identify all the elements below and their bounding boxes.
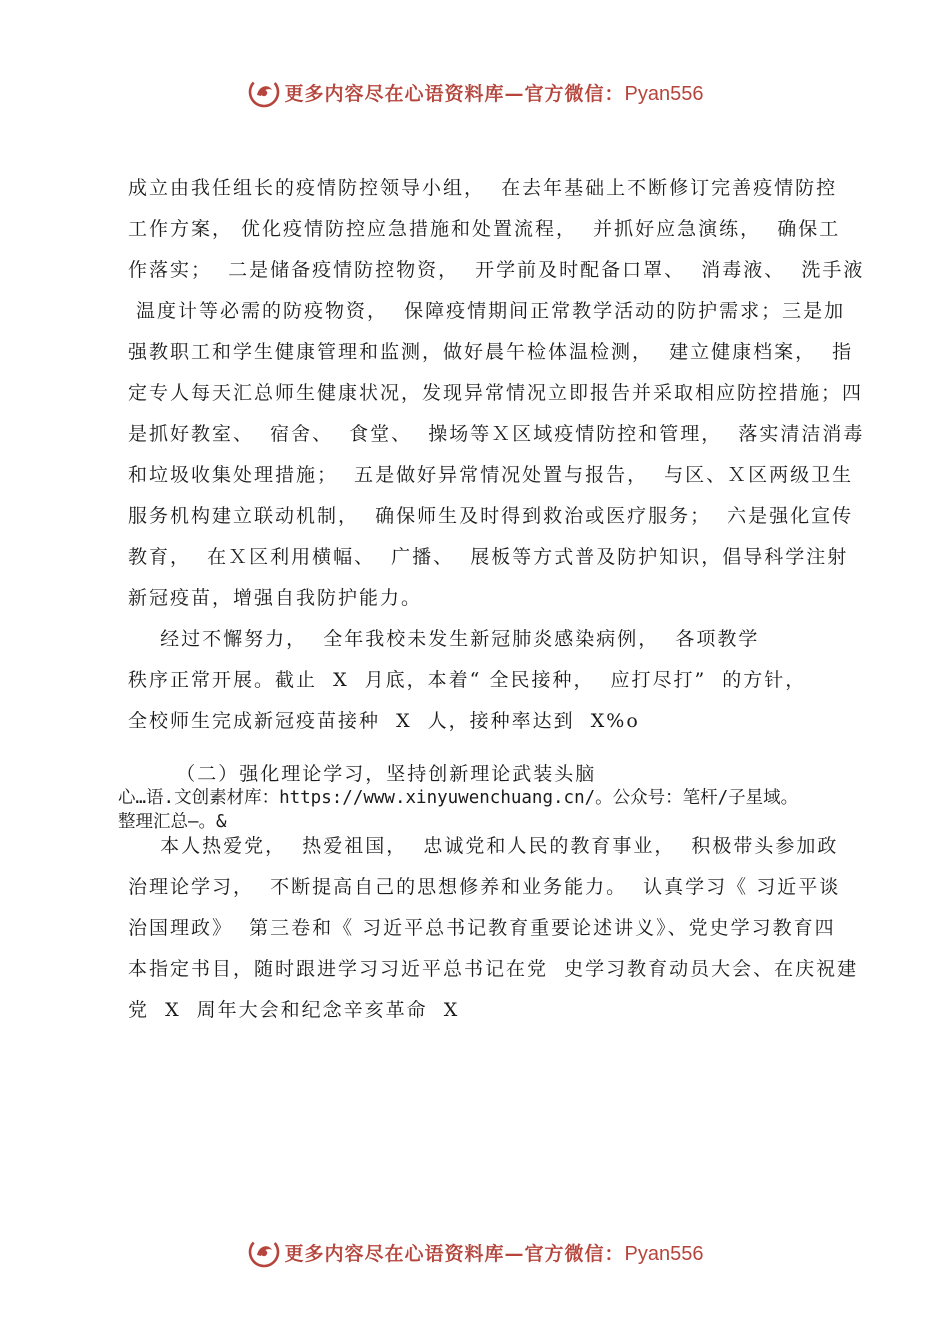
- body-text-line: 温度计等必需的防疫物资， 保障疫情期间正常教学活动的防护需求；三是加: [128, 300, 846, 322]
- body-text-line: 服务机构建立联动机制， 确保师生及时得到救治或医疗服务； 六是强化宣传: [128, 505, 854, 527]
- body-text-line: 全校师生完成新冠疫苗接种 X 人，接种率达到 X%o: [128, 710, 640, 732]
- body-text-line: 作落实； 二是储备疫情防控物资， 开学前及时配备口罩、 消毒液、 洗手液: [128, 259, 865, 281]
- body-text-line: 新冠疫苗，增强自我防护能力。: [128, 587, 423, 609]
- header-watermark-banner: [0, 70, 950, 114]
- footer-watermark-text: 更多内容尽在心语资料库—官方微信：Pyan556: [284, 1242, 704, 1265]
- body-text-line: 教育， 在Ｘ区利用横幅、 广播、 展板等方式普及防护知识，倡导科学注射: [128, 546, 849, 568]
- brand-logo-icon: [247, 1235, 281, 1269]
- brand-logo-icon: [247, 75, 281, 109]
- body-text-line: 本人热爱党， 热爱祖国， 忠诚党和人民的教育事业， 积极带头参加政: [128, 835, 839, 857]
- body-text-line: 治理论学习， 不断提高自己的思想修养和业务能力。 认真学习《 习近平谈: [128, 876, 841, 898]
- body-text-line: 本指定书目，随时跟进学习习近平总书记在党 史学习教育动员大会、在庆祝建: [128, 958, 859, 980]
- body-text-line: 治国理政》 第三卷和《 习近平总书记教育重要论述讲义》、党史学习教育四: [128, 917, 836, 939]
- body-text-line: 工作方案， 优化疫情防控应急措施和处置流程， 并抓好应急演练， 确保工: [128, 218, 841, 240]
- body-text-line: 秩序正常开展。截止 X 月底，本着“ 全民接种， 应打尽打” 的方针，: [128, 669, 807, 691]
- body-text-line: （二）强化理论学习，坚持创新理论武装头脑: [128, 763, 597, 785]
- body-text-line: 是抓好教室、 宿舍、 食堂、 操场等Ｘ区域疫情防控和管理， 落实清洁消毒: [128, 423, 865, 445]
- header-watermark-text: 更多内容尽在心语资料库—官方微信：Pyan556: [284, 82, 704, 105]
- body-text-line: 强教职工和学生健康管理和监测，做好晨午检体温检测， 建立健康档案， 指: [128, 341, 854, 363]
- body-text-line: 经过不懈努力， 全年我校未发生新冠肺炎感染病例， 各项教学: [128, 628, 760, 650]
- body-text-line: 成立由我任组长的疫情防控领导小组， 在去年基础上不断修订完善疫情防控: [128, 177, 838, 199]
- body-text-line: 定专人每天汇总师生健康状况，发现异常情况立即报告并采取相应防控措施；四: [128, 382, 864, 404]
- watermark-line: 整理汇总—。&: [118, 812, 227, 832]
- watermark-line: 心…语.文创素材库：https://www.xinyuwenchuang.cn/。公众号：笔杆/子星域。: [118, 788, 799, 808]
- body-text-line: 和垃圾收集处理措施； 五是做好异常情况处置与报告， 与区、Ｘ区两级卫生: [128, 464, 854, 486]
- footer-watermark-banner: [0, 1230, 950, 1274]
- body-text-line: 党 X 周年大会和纪念辛亥革命 X: [128, 999, 460, 1021]
